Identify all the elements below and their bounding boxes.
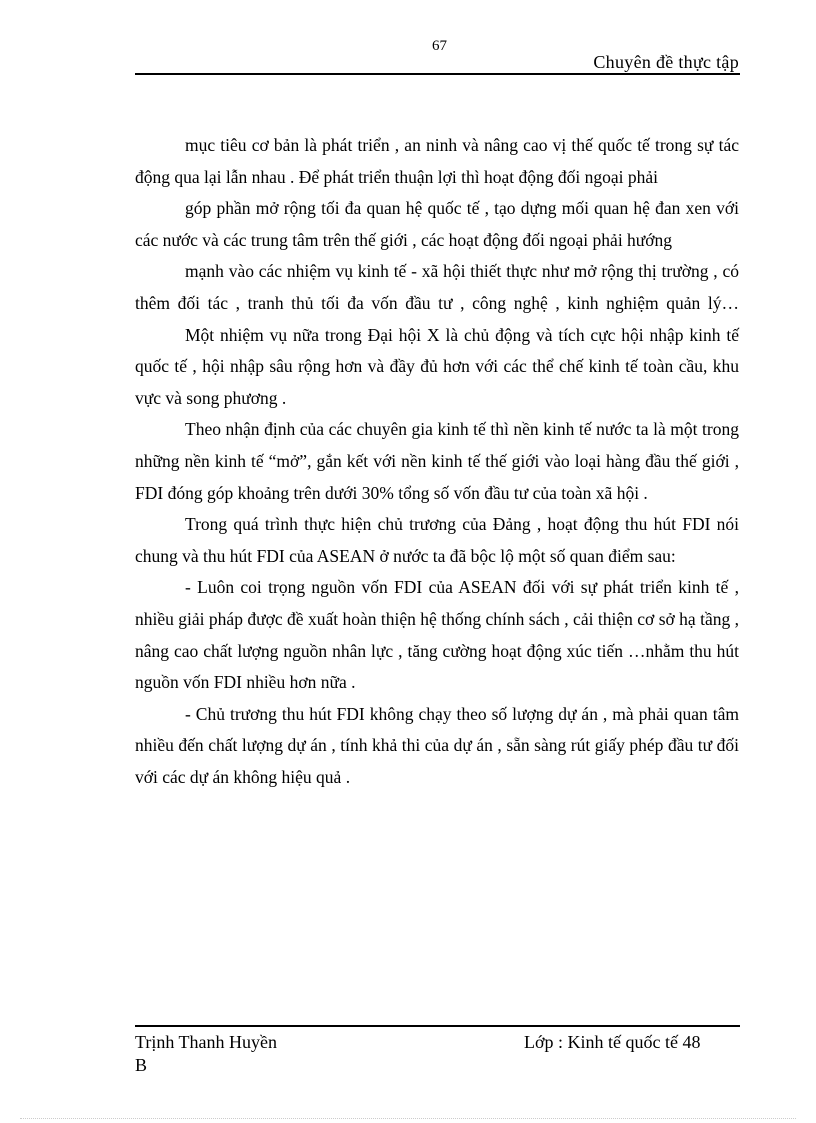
paragraph: Trong quá trình thực hiện chủ trương của Đảng , hoạt động thu hút FDI nói chung và thu hút FDI của ASEAN ở nước ta đã bộc lộ một số quan điểm sau: xyxy=(135,514,739,566)
footer-author xyxy=(135,1031,277,1077)
paragraph: - Luôn coi trọng nguồn vốn FDI của ASEAN đối với sự phát triển kinh tế , nhiều giải pháp được đề xuất hoàn thiện hệ thống chính sách , cải thiện cơ sở hạ tầng , nâng cao chất lượng nguồn nhân lực , tăng cường hoạt động xúc tiến …nhằm thu hút nguồn vốn FDI nhiều hơn nữa . xyxy=(135,577,739,693)
author-name: Trịnh Thanh Huyền xyxy=(135,1032,278,1052)
author-name-continued: B xyxy=(135,1055,148,1075)
footer-class: Lớp : Kinh tế quốc tế 48 xyxy=(524,1032,701,1052)
header-divider xyxy=(135,73,740,75)
paragraph: mục tiêu cơ bản là phát triển , an ninh và nâng cao vị thế quốc tế trong sự tác động qua lại lẫn nhau . Để phát triển thuận lợi thì hoạt động đối ngoại phải xyxy=(135,135,739,187)
paragraph: - Chủ trương thu hút FDI không chạy theo số lượng dự án , mà phải quan tâm nhiều đến chất lượng dự án , tính khả thi của dự án , sẵn sàng rút giấy phép đầu tư đối với các dự án không hiệu quả . xyxy=(135,703,739,787)
paragraph: Một nhiệm vụ nữa trong Đại hội X là chủ động và tích cực hội nhập kinh tế quốc tế , hội nhập sâu rộng hơn và đầy đủ hơn với các thể chế kinh tế toàn cầu, khu vực và song phương . xyxy=(135,324,739,408)
paragraph: Theo nhận định của các chuyên gia kinh tế thì nền kinh tế nước ta là một trong những nền kinh tế “mở”, gắn kết với nền kinh tế thế giới vào loại hàng đầu thế giới , FDI đóng góp khoảng trên dưới 30% tổng số vốn đầu tư của toàn xã hội . xyxy=(135,419,739,503)
paragraph: góp phần mở rộng tối đa quan hệ quốc tế , tạo dựng mối quan hệ đan xen với các nước và các trung tâm trên thế giới , các hoạt động đối ngoại phải hướng xyxy=(135,198,739,250)
page-edge-dots xyxy=(20,1118,796,1119)
header-title: Chuyên đề thực tập xyxy=(593,52,739,72)
footer-divider xyxy=(135,1025,740,1027)
paragraph: mạnh vào các nhiệm vụ kinh tế - xã hội thiết thực như mở rộng thị trường , có thêm đối tác , tranh thủ tối đa vốn đầu tư , công nghệ , kinh nghiệm quản lý… xyxy=(135,261,739,313)
document-body xyxy=(135,130,739,793)
page-number: 67 xyxy=(432,38,447,54)
